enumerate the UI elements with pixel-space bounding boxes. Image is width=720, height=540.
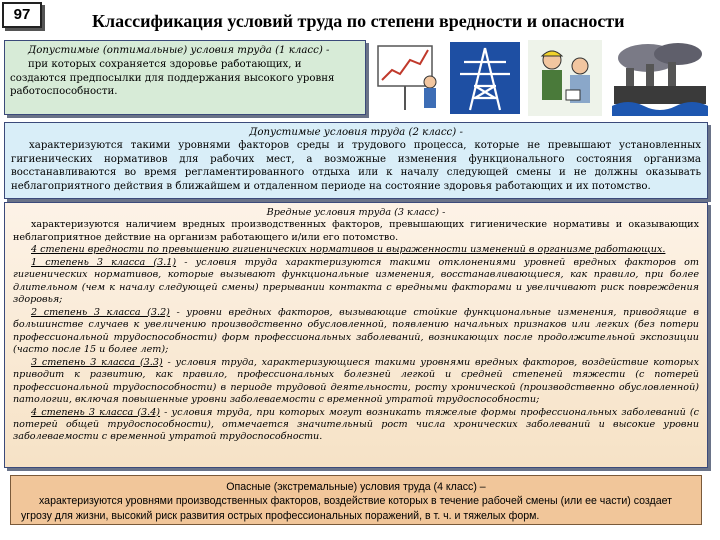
- class1-text: при которых сохраняется здоровье работающих, и создаются предпосылки для поддержания высокого уровня работоспособности.: [10, 58, 335, 98]
- class3-heading: Вредные условия труда (3 класс) -: [266, 207, 446, 218]
- degree-2-label: 2 степень 3 класса (3.2): [31, 306, 170, 318]
- illustrations: [372, 40, 710, 116]
- class2-heading: Допустимые условия труда (2 класс) -: [249, 127, 463, 138]
- degree-3-label: 3 степень 3 класса (3.3): [31, 356, 163, 368]
- page-title: Классификация условий труда по степени вредности и опасности: [92, 11, 625, 31]
- class3-degrees-intro: 4 степени вредности по превышению гигиенических нормативов и выраженности изменений в организме работающих.: [31, 244, 666, 256]
- class3-intro: характеризуются наличием вредных производственных факторов, превышающих гигиенические нормативы и оказывающих неблагоприятное действие на организм работающего и/или его потомство.: [13, 219, 699, 243]
- degree-1-label: 1 степень 3 класса (3.1): [31, 256, 177, 268]
- class4-heading: Опасные (экстремальные) условия труда (4 класс) –: [226, 481, 486, 493]
- workers-illustration: [528, 40, 602, 116]
- class3-box: [4, 202, 708, 468]
- power-pylon-icon: [448, 40, 522, 116]
- class4-box: [10, 475, 702, 525]
- class3-degree-2: [13, 307, 699, 357]
- class1-heading: Допустимые (оптимальные) условия труда (1 класс) -: [28, 45, 330, 56]
- degree-2-text: - уровни вредных факторов, вызывающие стойкие функциональные изменения, приводящие в большинстве случаев к увеличению производственно обусловленной, появлению начальных признаков или легких (без потери профессиональной трудоспособности) форм профессиональных заболеваний, возникающих после продолжительной экспозиции (часто после 15 и более лет);: [13, 306, 700, 356]
- class4-text: характеризуются уровнями производственных факторов, воздействие которых в течение рабочей смены (или ее части) создает угрозу для жизни, высокий риск развития острых профессиональных поражений, в т. ч. и тяжелых форм.: [21, 495, 673, 522]
- class3-degree-3: [13, 357, 699, 407]
- factory-pollution-illustration: [608, 40, 710, 116]
- degree-4-label: 4 степень 3 класса (3.4): [31, 406, 161, 418]
- class2-box: [4, 122, 708, 199]
- slide-number: 97: [2, 2, 42, 28]
- class3-degree-4: [13, 407, 699, 444]
- class2-text: характеризуются такими уровнями факторов среды и трудового процесса, которые не превышают установленных гигиенических нормативов для рабочих мест, а возможные изменения функционального состояния организма восстанавливаются во время регламентированного отдыха или к началу следующей смены и не должны оказывать неблагоприятного действия в ближайшем и отдаленном периоде на состояние здоровья работающих и их потомство.: [11, 140, 701, 192]
- worker-chart-illustration: [372, 40, 444, 116]
- degree-3-text: - условия труда, характеризующиеся такими уровнями вредных факторов, воздействие которых приводит к развитию, как правило, профессиональных болезней легкой и средней степеней тяжести (с потерей профессиональной трудоспособности) в периоде трудовой деятельности, росту хронической (производственно обусловленной) патологии, включая повышенные уровни заболеваемости с временной утратой трудоспособности;: [13, 356, 699, 406]
- class3-degree-1: [13, 257, 699, 307]
- degree-4-text: - условия труда, при которых могут возникать тяжелые формы профессиональных заболеваний (с потерей общей трудоспособности), отмечается значительный рост числа хронических заболеваний и высокие уровни заболеваемости с временной утратой трудоспособности.: [13, 406, 699, 443]
- class1-box: [4, 40, 366, 115]
- degree-1-text: - условия труда характеризуются такими отклонениями уровней вредных факторов от гигиенических нормативов, которые вызывают функциональные изменения, восстанавливающиеся, как правило, при более длительном (чем к началу следующей смены) прерывании контакта с вредными факторами и увеличивают риск повреждения здоровья;: [13, 256, 699, 306]
